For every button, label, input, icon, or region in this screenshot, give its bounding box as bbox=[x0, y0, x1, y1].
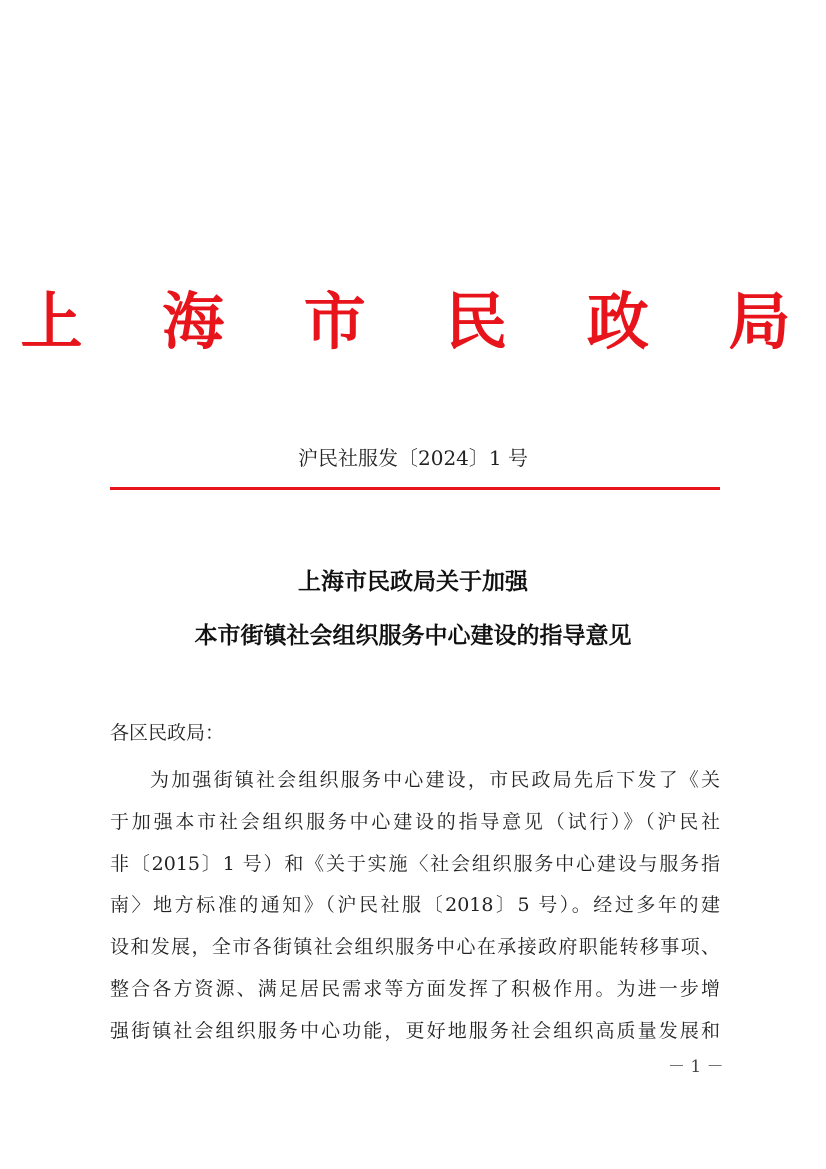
document-number: 沪民社服发〔2024〕1 号 bbox=[298, 446, 528, 470]
body-line: 为加强街镇社会组织服务中心建设，市民政局先后下发了《关 bbox=[150, 769, 720, 791]
page-number: － 1 － bbox=[668, 1057, 724, 1077]
body-line: 强街镇社会组织服务中心功能，更好地服务社会组织高质量发展和 bbox=[110, 1019, 720, 1042]
body-line: 整合各方资源、满足居民需求等方面发挥了积极作用。为进一步增 bbox=[110, 977, 720, 1000]
agency-masthead: 上 海 市 民 政 局 bbox=[20, 285, 820, 358]
document-title-line-1: 上海市民政局关于加强 bbox=[298, 569, 528, 595]
body-line: 设和发展，全市各街镇社会组织服务中心在承接政府职能转移事项、 bbox=[110, 936, 720, 959]
document-title-line-2: 本市街镇社会组织服务中心建设的指导意见 bbox=[194, 623, 632, 649]
body-line: 非〔2015〕1 号）和《关于实施〈社会组织服务中心建设与服务指 bbox=[110, 852, 720, 875]
body-line: 于加强本市社会组织服务中心建设的指导意见（试行）》（沪民社 bbox=[110, 810, 720, 833]
body-line: 南〉地方标准的通知》（沪民社服〔2018〕5 号）。经过多年的建 bbox=[110, 894, 720, 917]
salutation: 各区民政局： bbox=[110, 722, 225, 744]
body-paragraph bbox=[110, 760, 720, 1053]
red-separator-line bbox=[110, 487, 720, 490]
